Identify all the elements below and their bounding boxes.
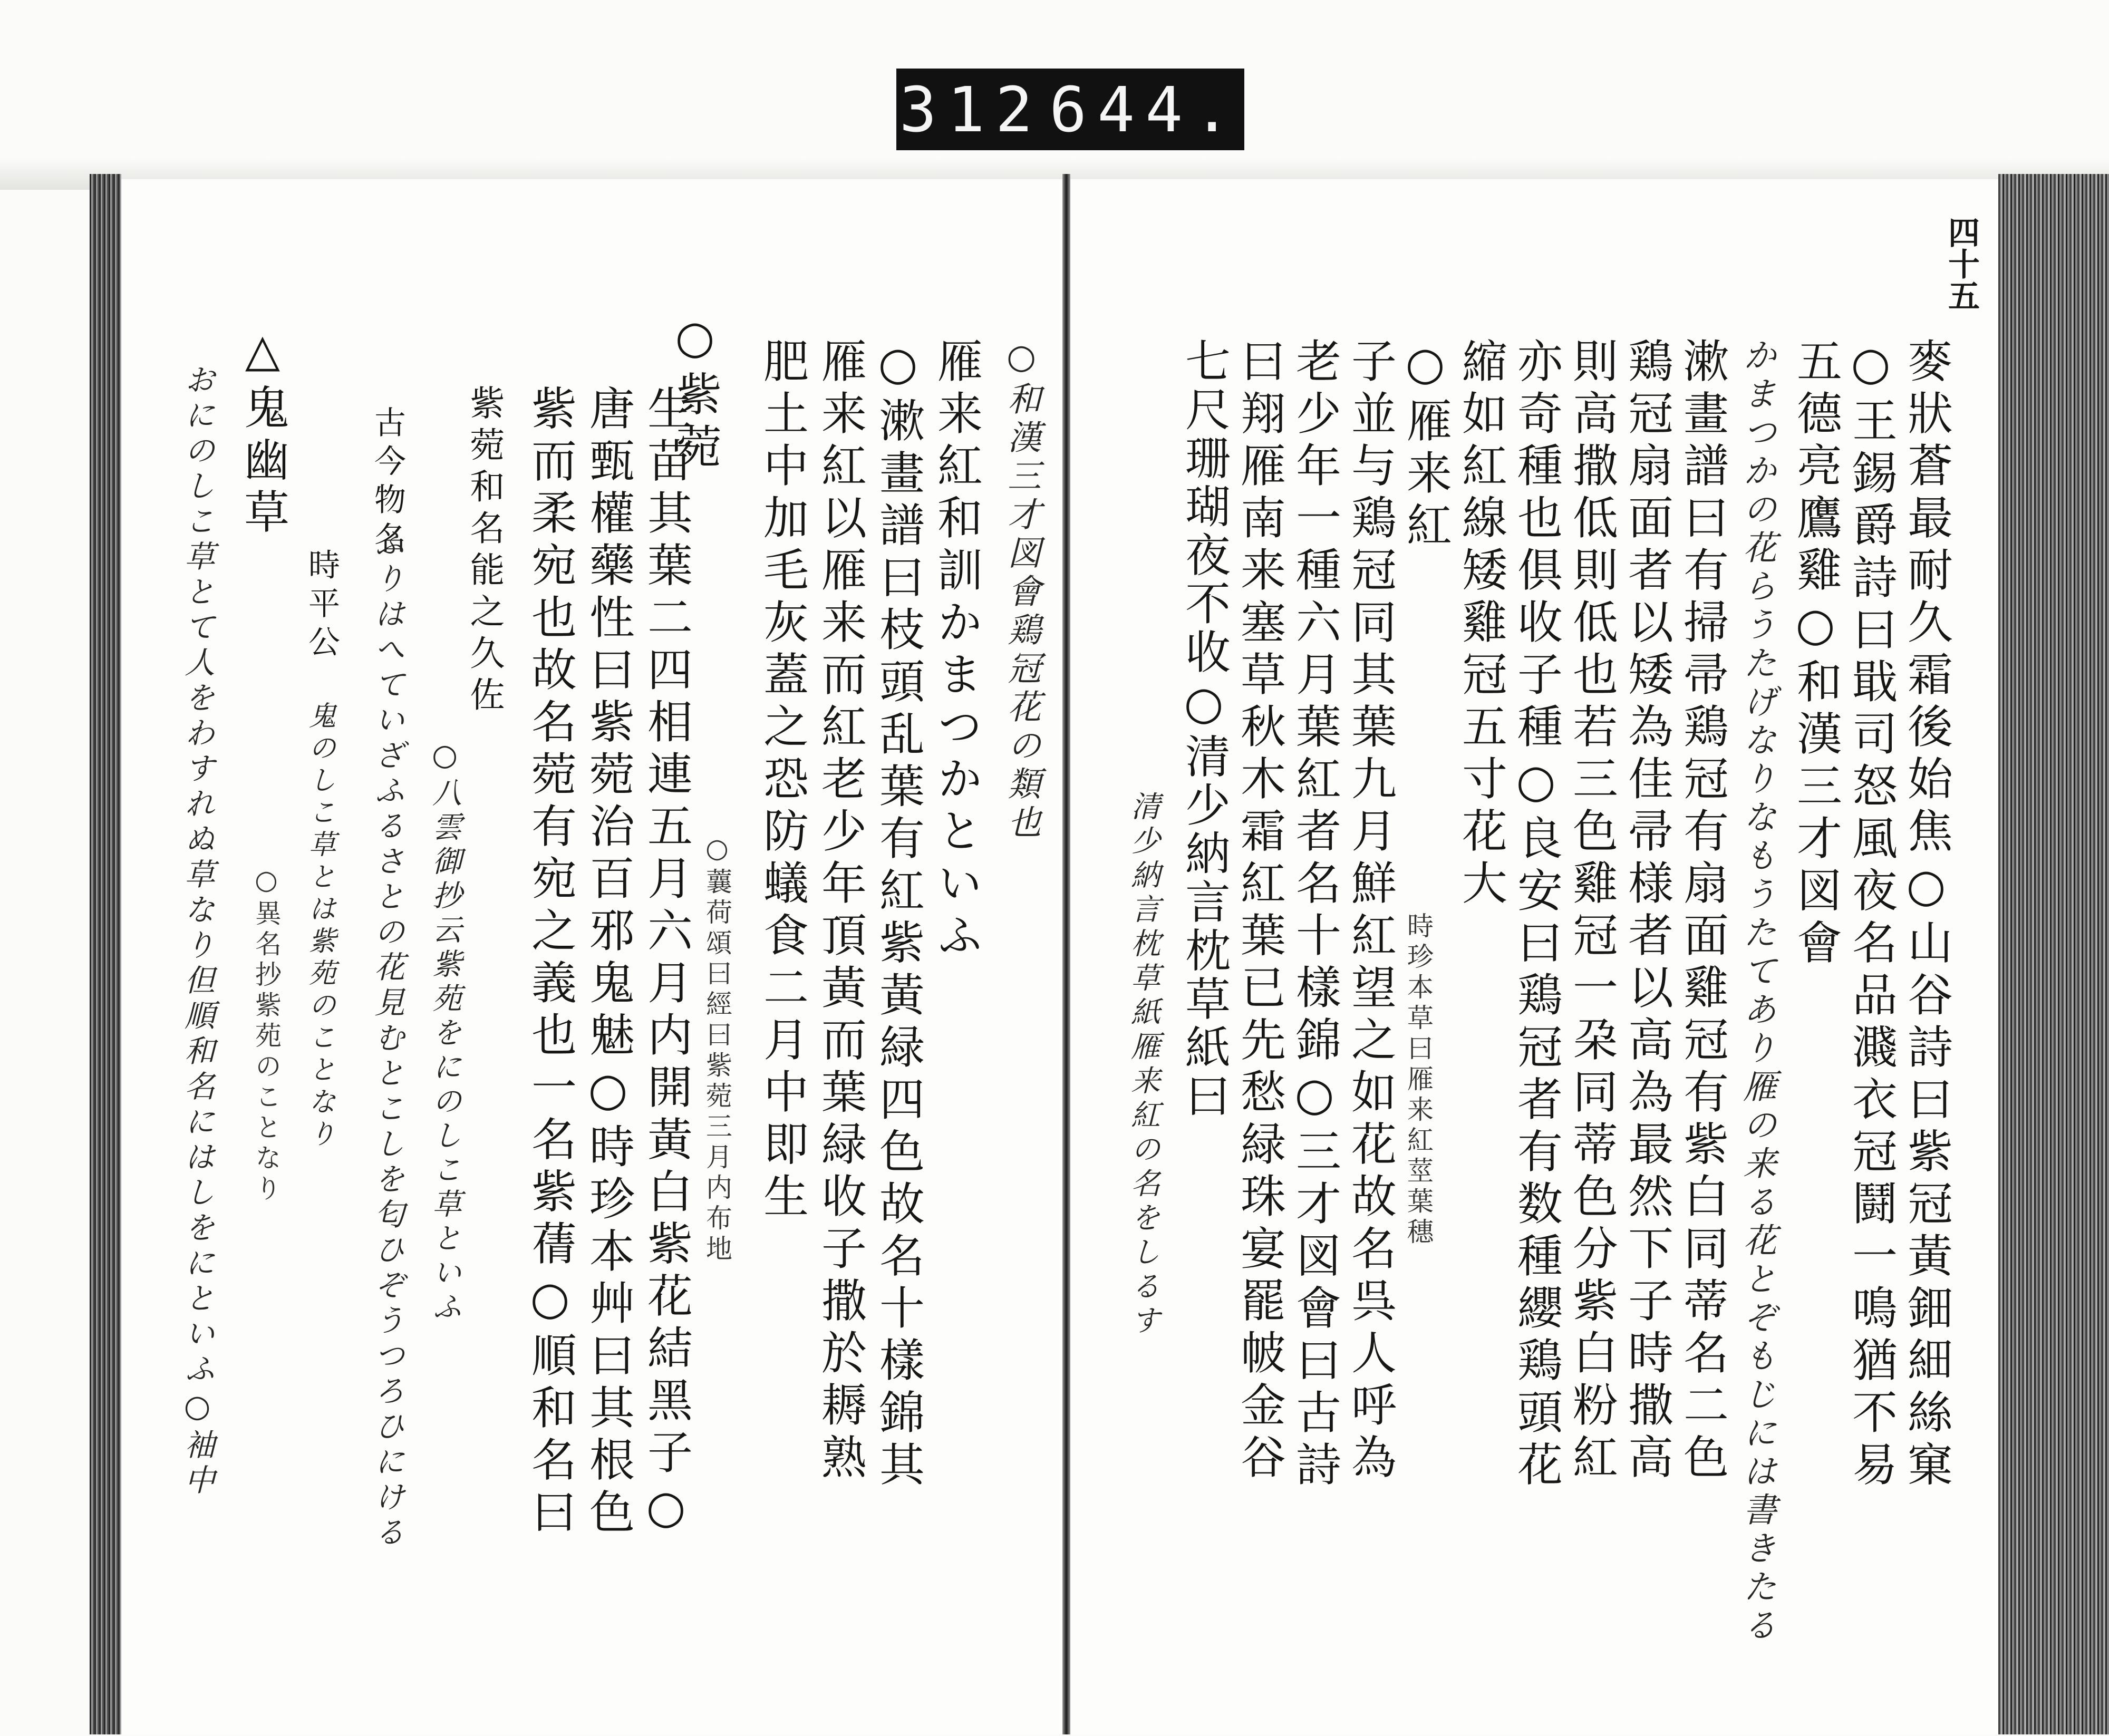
text-column: 肥土中加毛灰蓋之恐防蟻食二月中即生 xyxy=(756,337,808,1225)
stamp-left-number: 312 xyxy=(899,73,1043,146)
cursive-column: ○和漢三才図會鶏冠花の類也 xyxy=(1002,337,1041,843)
text-column: 雁来紅以雁来而紅老少年頂黃而葉緑收子撒於耨熟 xyxy=(814,337,866,1486)
text-column: 紫而柔宛也故名菀有宛之義也一名紫蒨○順和名曰 xyxy=(524,385,576,1540)
small-text-column: 時珍本草曰雁来紅莖葉穗 xyxy=(1403,912,1434,1248)
cursive-column: かまつかの花らうたげなりなもうたてあり雁の来る花とぞもじには書きたる xyxy=(1737,337,1776,1646)
cursive-column: 清少納言枕草紙雁来紅の名をしるす xyxy=(1126,791,1160,1339)
stamp-right-number: 644. xyxy=(1049,73,1242,146)
poem-author: 時平公 xyxy=(303,548,340,664)
text-column: 生苗其葉二四相連五月六月内開黃白紫花結黑子○ xyxy=(640,385,692,1540)
cursive-column: ○八雲御抄云紫苑をにのしこ草といふ xyxy=(428,738,462,1325)
section-heading: △鬼幽草 xyxy=(236,324,289,540)
book-gutter xyxy=(1062,174,1070,1734)
text-column: 鶏冠扇面者以矮為佳帚様者以高為最然下子時撒高 xyxy=(1620,337,1673,1486)
text-column: 唐甄權藥性曰紫菀治百邪鬼魅○時珍本艸曰其根色 xyxy=(582,385,634,1540)
text-column: 子並与鶏冠同其葉九月鮮紅望之如花故名呉人呼為 xyxy=(1343,337,1396,1486)
text-column: 漱畫譜曰有掃帚鶏冠有扇面雞冠有紫白同蒂名二色 xyxy=(1676,337,1728,1486)
text-column: 七尺珊瑚夜不收○清少納言枕草紙曰 xyxy=(1177,337,1230,1121)
text-column: 縮如紅線矮雞冠五寸花大 xyxy=(1454,337,1507,911)
cursive-column: ふりはへていざふるさとの花見むとこしを匂ひぞうつろひにける xyxy=(369,527,405,1551)
poem-header: 古今物名 xyxy=(369,406,406,560)
small-text-column: ○異名抄紫苑のことなり xyxy=(251,865,282,1205)
section-heading: ○紫菀 xyxy=(669,311,721,475)
text-column: ○漱畫譜曰枝頭乱葉有紅紫黃緑四色故名十樣錦其 xyxy=(872,337,924,1493)
small-text-column: ○蘘荷頌曰經曰紫菀三月内布地 xyxy=(702,833,732,1265)
cursive-column: おにのしこ草とて人をわすれぬ草なり但順和名にはしをにといふ○袖中 xyxy=(179,364,215,1499)
text-column: 老少年一種六月葉紅者名十樣錦○三才図會曰古詩 xyxy=(1288,337,1341,1493)
folio-number: 四十五 xyxy=(1943,216,1980,311)
book-edge-right xyxy=(1998,174,2109,1734)
text-column: ○王錫爵詩曰戢司怒風夜名品濺衣冠鬪一鳴猶不易 xyxy=(1844,337,1897,1493)
book-edge-left xyxy=(90,174,121,1734)
text-column: 則高撒低則低也若三色雞冠一朶同蒂色分紫白粉紅 xyxy=(1565,337,1618,1486)
cursive-column: 鬼のしこ草とは紫苑のことなり xyxy=(304,701,335,1151)
section-heading: ○雁来紅 xyxy=(1399,337,1452,554)
text-column: 曰翔雁南来塞草秋木霜紅葉已先愁緑珠宴罷帔金谷 xyxy=(1233,337,1285,1486)
text-column: 五德亮鷹雞○和漢三才図會 xyxy=(1789,337,1842,971)
text-column: 紫菀和名能之久佐 xyxy=(464,385,505,718)
text-column: 麥狀蒼最耐久霜後始焦○山谷詩曰紫冠黃鈿細絲窠 xyxy=(1900,337,1952,1493)
text-column: 亦奇種也俱收子種○良安曰鶏冠者有数種纓鶏頭花 xyxy=(1510,337,1562,1493)
text-column: 雁来紅和訓かまつかといふ xyxy=(930,337,982,964)
catalog-stamp xyxy=(896,69,1244,150)
